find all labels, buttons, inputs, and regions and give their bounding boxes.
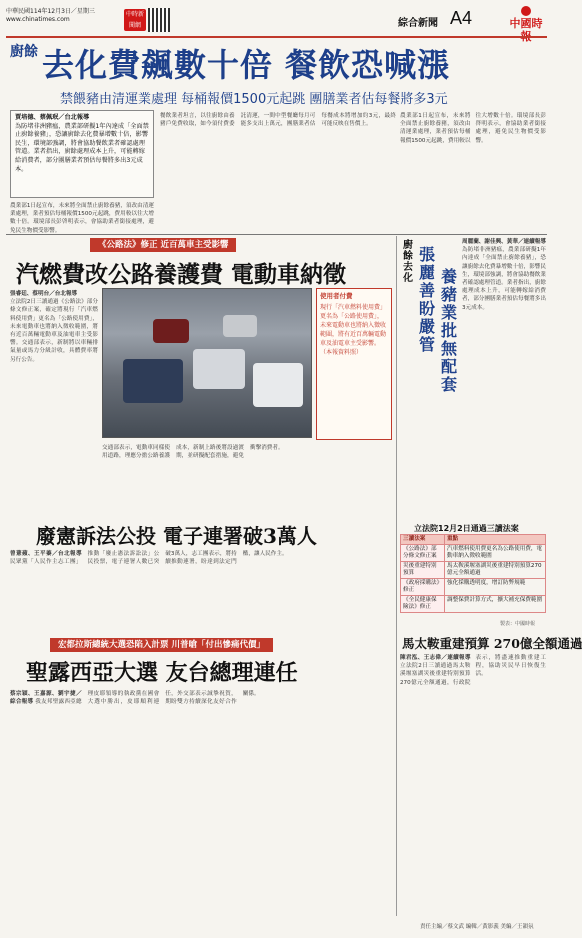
ev-byline: 張睿廷、蔡明台／台北報導 bbox=[10, 291, 78, 297]
photo-caption-text: 現行「汽車燃料使用費」更名為「公路使用費」，未來電動車也將納入徵收範圍，將有近百萬輛電動車及油電車主受影響。（本報資料照） bbox=[320, 304, 387, 356]
lead-body-3: 農業部1日起宣布，未來將全面禁止廚餘養豬，須改由清運業處理，業者預估每桶報價1500元起跳，費用較以往大增數十倍。環境部長彭啓明表示，會協助業者銜接處理，避免民生物價受影響。 bbox=[400, 113, 546, 144]
budget-body bbox=[400, 654, 546, 916]
feature-kicker: 廚餘去化 bbox=[403, 240, 413, 284]
car-shape bbox=[253, 363, 303, 407]
section-name: 綜合新聞 bbox=[398, 18, 438, 29]
feature-byline: 周麗蘭、謝佳興、黃華／連續報導 bbox=[462, 239, 546, 245]
ev-section-tag: 《公路法》修正 近百萬車主受影響 bbox=[90, 238, 236, 252]
vertical-feature bbox=[398, 236, 548, 526]
row-point: 調整保費計算方式，擴大補充保費範圍 bbox=[445, 596, 546, 613]
site-url[interactable]: www.chinatimes.com bbox=[6, 16, 70, 23]
table-source: 製表：中國時報 bbox=[500, 621, 536, 627]
photo-caption-title: 使用者付費 bbox=[320, 292, 353, 300]
court-text: 民眾黨「人民作主志工團」推動「廢止憲法訴訟法」公民投票，電子連署人數已突破3萬人，志工團表示，將持續推動連署，盼達到法定門檻，讓人民作主。 bbox=[10, 551, 288, 566]
lead-body-1: 農業部1日起宣布，未來將全面禁止廚餘養豬，須改由清運業處理，業者預估每桶報價1500元起跳，費用較以往大增數十倍。環境部長彭啓明表示，會協助業者銜接處理，避免民生物價受影響。 bbox=[10, 203, 154, 234]
intl-text: 我友邦聖露西亞總理皮耶領導的執政黨在國會大選中勝出，皮耶順利連任，外交部表示誠摯祝賀，期盼雙方持續深化友好合作關係。 bbox=[35, 691, 260, 706]
lead-summary-box bbox=[10, 110, 154, 198]
lead-kicker: 廚餘 bbox=[10, 44, 38, 60]
column-divider bbox=[396, 236, 397, 916]
lead-reporters: 賈培德、蔡佩珉／台北報導 bbox=[15, 114, 90, 121]
row-law: 《政府採購法》修正 bbox=[401, 579, 445, 596]
feature-title-a[interactable]: 張麗善盼嚴管 bbox=[418, 245, 435, 354]
intl-headline[interactable]: 聖露西亞大選 友台總理連任 bbox=[26, 660, 298, 686]
intl-byline: 蔡宗穎、王嘉源、劉宇捷／綜合報導 bbox=[10, 691, 82, 706]
section-divider bbox=[6, 234, 547, 235]
header-rule bbox=[6, 36, 547, 38]
row-law: 《公路法》部分條文修正案 bbox=[401, 545, 445, 562]
court-body bbox=[10, 550, 392, 632]
car-shape bbox=[193, 349, 245, 389]
intl-body bbox=[10, 690, 392, 914]
law-table bbox=[400, 534, 546, 613]
intl-section-tag: 宏都拉斯總統大選恐陷入計票 川普嗆「付出慘痛代價」 bbox=[50, 638, 273, 652]
sun-logo-icon bbox=[521, 6, 531, 16]
table-header-row bbox=[401, 535, 546, 545]
editor-credits: 責任主編／蔡文武 編輯／黃影義 美編／王韻氛 bbox=[420, 924, 534, 930]
page-number: A4 bbox=[450, 8, 473, 28]
car-shape bbox=[123, 359, 183, 403]
table-row bbox=[401, 562, 546, 579]
feature-title-b[interactable]: 養豬業批無配套 bbox=[440, 267, 457, 394]
table-title: 立法院12月2日通過三讀法案 bbox=[414, 524, 519, 533]
masthead-dateline bbox=[6, 8, 95, 24]
date-line: 中華民國114年12月3日／星期三 bbox=[6, 8, 95, 15]
row-law: 《全民健康保險法》修正 bbox=[401, 596, 445, 613]
table-header-point: 重點 bbox=[445, 535, 546, 545]
budget-byline: 陳君泓、王志偉／連續報導 bbox=[400, 655, 471, 661]
row-point: 強化採購透明度，增訂防弊規範 bbox=[445, 579, 546, 596]
row-law: 災後重建特別預算 bbox=[401, 562, 445, 579]
car-shape bbox=[153, 319, 189, 343]
table-row bbox=[401, 579, 546, 596]
lead-headline[interactable]: 去化費飆數十倍 餐飲恐喊漲 bbox=[42, 46, 451, 84]
feature-body bbox=[462, 238, 546, 520]
budget-text: 立法院2日三讀通過馬太鞍溪堰塞湖災後重建特別預算270億元全額通過，行政院表示，將盡速推動重建工程，協助災民早日恢復生活。 bbox=[400, 655, 546, 686]
table-header-law: 三讀法案 bbox=[401, 535, 445, 545]
court-byline: 曾薏蘋、王平蓁／台北報導 bbox=[10, 551, 82, 557]
photo-caption-box bbox=[316, 288, 392, 440]
traffic-photo bbox=[102, 288, 312, 438]
lead-body-2: 餐飲業者坦言，以往廚餘由養豬戶免費收取，如今須付費委託清運，一間中型餐廳每月可能多支出上萬元，團膳業者估每餐成本將增加約3元，最終可能反映在售價上。 bbox=[160, 113, 396, 128]
logo-text: 中國時報 bbox=[509, 17, 543, 43]
feature-text: 為防堵非洲豬瘟，農業部研擬1年內達成「全面禁止廚餘養豬」，恐讓廚餘去化費暴增數十倍，影響民生，環境部強調，將會協助餐飲業者確認處理管道。業者指出，廚餘處理成本上升，可能轉嫁給消費者，部分團膳業者預估每餐將多出3元成本。 bbox=[462, 247, 546, 311]
table-row bbox=[401, 596, 546, 613]
masthead bbox=[6, 6, 547, 43]
court-headline[interactable]: 廢憲訴法公投 電子連署破3萬人 bbox=[36, 524, 317, 548]
row-point: 汽車燃料使用費更名為公路使用費，電動車納入徵收範圍 bbox=[445, 545, 546, 562]
ev-body: 立法院2日三讀通過《公路法》部分條文修正案，確定將現行「汽車燃料使用費」更名為「公路使用費」，未來電動車也將納入徵收範圍，將有近百萬輛電動車及油電車主受影響。交通部表示，新制將以車輛排氣量或馬力分級計收，具體費率將另行公告。 bbox=[10, 299, 98, 363]
lead-summary-text: 為防堵非洲豬瘟，農業部研擬1年內達成「全面禁止廚餘養豬」，恐讓廚餘去化費暴增數十倍，影響民生，環境部強調，將會協助餐飲業者確認處理管道。業者指出，廚餘處理成本上升，可能轉嫁給消費者，部分團膳業者預估每餐將多出3元成本。 bbox=[15, 122, 149, 173]
table-row bbox=[401, 545, 546, 562]
ev-body-cont: 交通部表示，電動車同樣使用道路，理應分擔公路養護成本，新制上路後將設過渡期，並研擬配套措施，避免衝擊消費者。 bbox=[102, 445, 284, 460]
car-shape bbox=[223, 315, 257, 337]
qr-code-icon[interactable] bbox=[148, 8, 170, 32]
ev-headline[interactable]: 汽燃費改公路養護費 電動車納徵 bbox=[16, 261, 347, 288]
row-point: 馬太鞍溪堰塞湖災後重建特別預算270億元全額通過 bbox=[445, 562, 546, 579]
brand-mark-icon: 中時新聞網 bbox=[125, 11, 144, 29]
ev-byline-body bbox=[10, 290, 98, 502]
newspaper-logo bbox=[506, 6, 546, 43]
budget-headline[interactable]: 馬太鞍重建預算 270億全額通過 bbox=[402, 636, 582, 651]
lead-subheadline: 禁餵豬由清運業處理 每桶報價1500元起跳 團膳業者估每餐將多3元 bbox=[60, 92, 448, 107]
